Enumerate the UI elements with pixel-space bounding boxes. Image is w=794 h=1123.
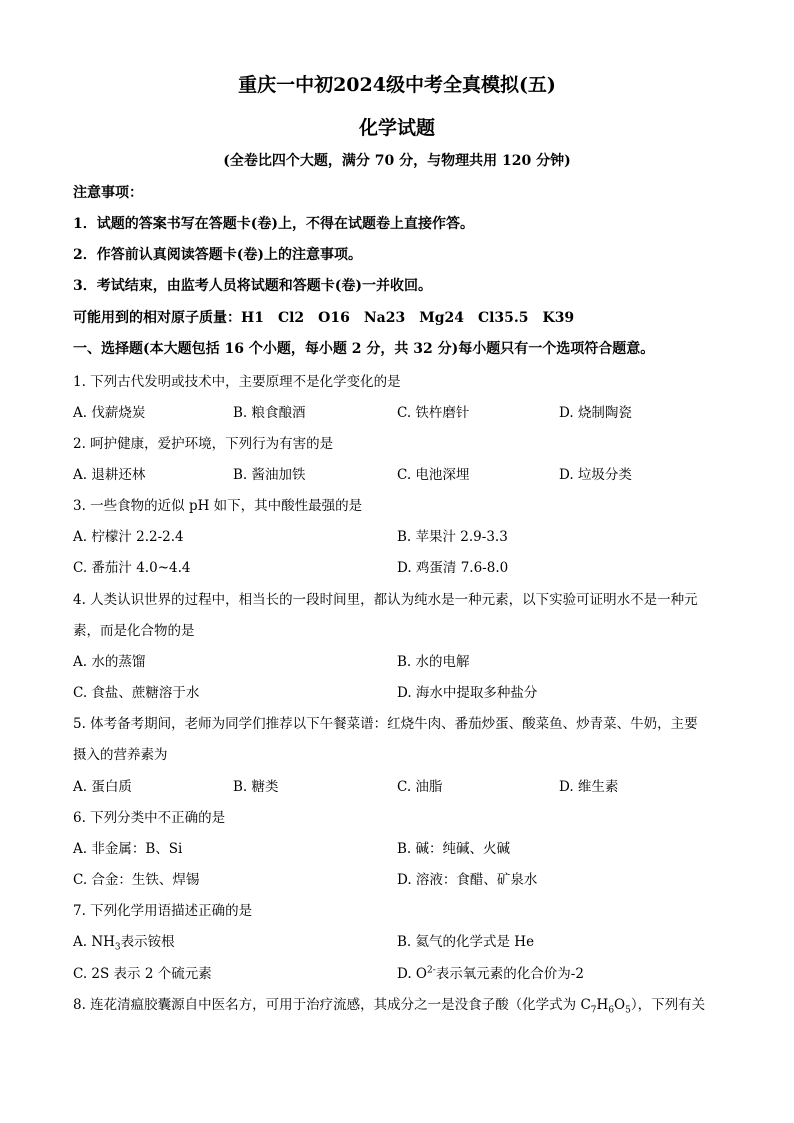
option-a: A. 水的蒸馏: [73, 654, 146, 670]
subject-title: 化学试题: [358, 117, 435, 139]
question-stem: 8. 连花清瘟胶囊源自中医名方，可用于治疗流感，其成分之一是没食子酸（化学式为 $C_7H_6O_5$），下列有关: [73, 997, 706, 1016]
option-d: D. 烧制陶瓷: [559, 405, 632, 421]
question-stem: 1. 下列古代发明或技术中，主要原理不是化学变化的是: [73, 374, 401, 390]
question-stem: 2. 呵护健康，爱护环境，下列行为有害的是: [73, 436, 334, 452]
option-b: B. 氦气的化学式是 He: [397, 934, 535, 950]
option-d: D. 鸡蛋清 7.6-8.0: [397, 560, 509, 576]
option-d: D. $O^{2-}$表示氧元素的化合价为-2: [397, 965, 584, 982]
option-d: D. 海水中提取多种盐分: [397, 685, 538, 701]
question-stem: 4. 人类认识世界的过程中，相当长的一段时间里，都认为纯水是一种元素，以下实验可证明水不是一种元: [73, 592, 698, 608]
option-d: D. 溶液：食醋、矿泉水: [397, 872, 538, 888]
exam-title: 重庆一中初2024级中考全真模拟(五): [238, 74, 556, 96]
option-d: D. 维生素: [559, 779, 619, 795]
option-b: B. 糖类: [233, 779, 279, 795]
exam-info: (全卷比四个大题，满分 70 分，与物理共用 120 分钟): [223, 153, 571, 169]
question-stem: 3. 一些食物的近似 pH 如下，其中酸性最强的是: [73, 498, 363, 514]
option-c: C. 油脂: [397, 779, 443, 795]
question-stem-continued: 素，而是化合物的是: [73, 623, 195, 639]
option-c: C. 电池深埋: [397, 467, 470, 483]
option-c: C. 铁杵磨针: [397, 405, 470, 421]
option-a: A. 蛋白质: [73, 779, 132, 795]
option-c: C. 2S 表示 2 个硫元素: [73, 966, 212, 982]
option-b: B. 酱油加铁: [233, 467, 306, 483]
note-item: 2．作答前认真阅读答题卡(卷)上的注意事项。: [73, 247, 362, 263]
question-stem: 6. 下列分类中不正确的是: [73, 810, 226, 826]
option-c: C. 合金：生铁、焊锡: [73, 872, 200, 888]
option-a: A. 伐薪烧炭: [73, 405, 146, 421]
option-c: C. 番茄汁 4.0~4.4: [73, 560, 191, 576]
option-b: B. 水的电解: [397, 654, 470, 670]
section-heading: 一、选择题(本大题包括 16 个小题，每小题 2 分，共 32 分)每小题只有一个选项符合题意。: [73, 341, 655, 357]
question-stem: 5. 体考备考期间，老师为同学们推荐以下午餐菜谱：红烧牛肉、番茄炒蛋、酸菜鱼、炒青菜、牛奶，主要: [73, 716, 698, 732]
option-a: A. 退耕还林: [73, 467, 146, 483]
question-stem: 7. 下列化学用语描述正确的是: [73, 903, 253, 919]
option-a: A. 柠檬汁 2.2-2.4: [73, 529, 184, 545]
notes-heading: 注意事项：: [73, 185, 143, 201]
atomic-mass-list: 可能用到的相对原子质量：H1 Cl2 O16 Na23 Mg24 Cl35.5 K39: [73, 310, 575, 326]
option-b: B. 碱：纯碱、火碱: [397, 841, 511, 857]
option-d: D. 垃圾分类: [559, 467, 632, 483]
option-b: B. 苹果汁 2.9-3.3: [397, 529, 508, 545]
note-item: 1．试题的答案书写在答题卡(卷)上，不得在试题卷上直接作答。: [73, 216, 474, 232]
option-a: A. 非金属：B、Si: [73, 841, 183, 857]
option-a: A. $NH_3$表示铵根: [73, 934, 175, 953]
option-c: C. 食盐、蔗糖溶于水: [73, 685, 200, 701]
note-item: 3．考试结束，由监考人员将试题和答题卡(卷)一并收回。: [73, 278, 432, 294]
option-b: B. 粮食酿酒: [233, 405, 306, 421]
question-stem-continued: 摄入的营养素为: [73, 747, 168, 763]
